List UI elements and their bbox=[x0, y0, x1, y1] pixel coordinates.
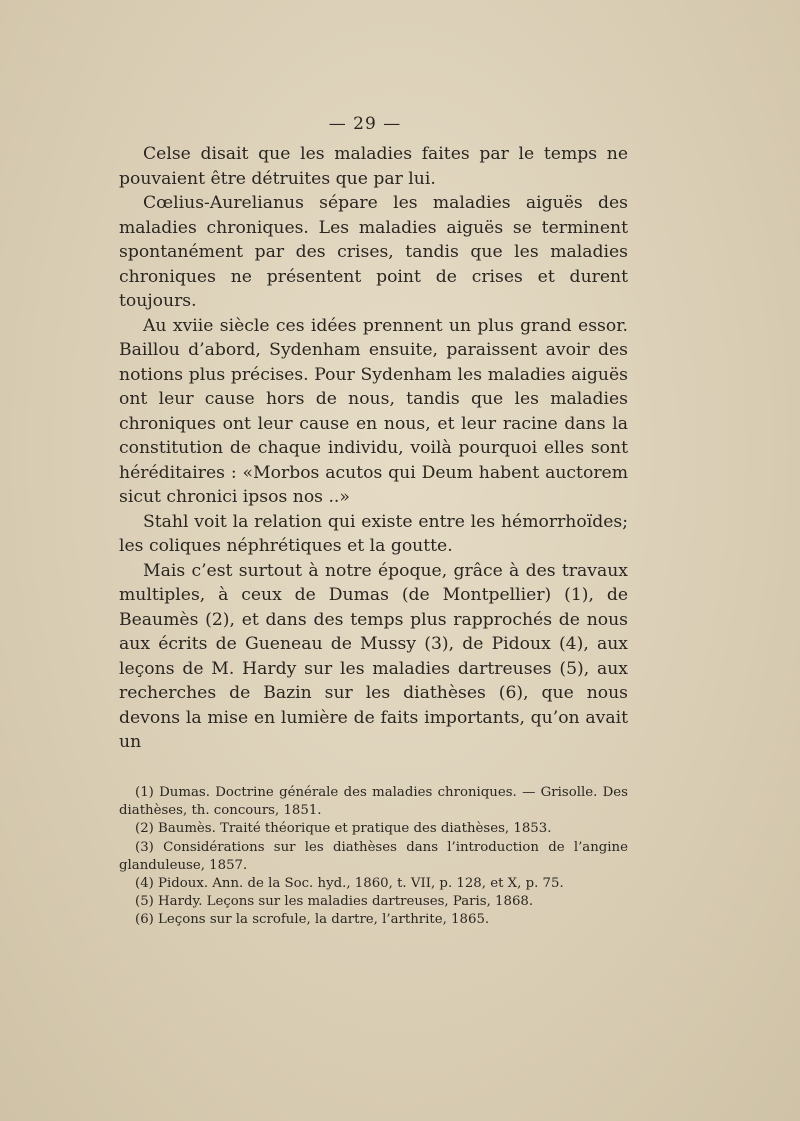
body-text bbox=[119, 142, 628, 755]
footnote-6: (6) Leçons sur la scrofule, la dartre, l’arthrite, 1865. bbox=[135, 912, 490, 928]
footnote-1: (1) Dumas. Doctrine générale des maladies chroniques. — Grisolle. Des diathèses, th. concours, 1851. bbox=[119, 785, 628, 819]
footnote-3: (3) Considérations sur les diathèses dans l’introduction de l’angine glanduleuse, 1857. bbox=[119, 839, 628, 873]
footnote-4: (4) Pidoux. Ann. de la Soc. hyd., 1860, t. VII, p. 128, et X, p. 75. bbox=[135, 876, 564, 892]
paragraph-notre-epoque: Mais c’est surtout à notre époque, grâce à des travaux multiples, à ceux de Dumas (de Montpellier) (1), de Beaumès (2), et dans des temps plus rapprochés de nous aux écrits de Gueneau de Mussy (3), de Pidoux (4), aux leçons de M. Hardy sur les maladies dartreuses (5), aux recherches de Bazin sur les diathèses (6), que nous devons la mise en lumière de faits importants, qu’on avait un bbox=[119, 560, 628, 752]
paragraph-celse: Celse disait que les maladies faites par le temps ne pouvaient être détruites que par lui. bbox=[119, 144, 628, 189]
paragraph-stahl: Stahl voit la relation qui existe entre les hémorrhoïdes; les coliques néphrétiques et la goutte. bbox=[119, 511, 628, 556]
paragraph-coelius-aurelianus: Cœlius-Aurelianus sépare les maladies aiguës des maladies chroniques. Les maladies aiguës se terminent spontanément par des crises, tandis que les maladies chroniques ne présentent point de crises et durent toujours. bbox=[119, 193, 628, 311]
footnote-5: (5) Hardy. Leçons sur les maladies dartreuses, Paris, 1868. bbox=[135, 894, 534, 910]
footnotes bbox=[119, 784, 628, 930]
paragraph-xviie-siecle: Au xviie siècle ces idées prennent un plus grand essor. Baillou d’abord, Sydenham ensuite, paraissent avoir des notions plus précises. Pour Sydenham les maladies aiguës ont leur cause hors de nous, tandis que les maladies chroniques ont leur cause en nous, et leur racine dans la constitution de chaque individu, voilà pourquoi elles sont héréditaires : «Morbos acutos qui Deum habent auctorem sicut chronici ipsos nos ..» bbox=[119, 315, 628, 507]
footnote-2: (2) Baumès. Traité théorique et pratique des diathèses, 1853. bbox=[135, 821, 552, 837]
page-number: — 29 — bbox=[328, 114, 402, 134]
